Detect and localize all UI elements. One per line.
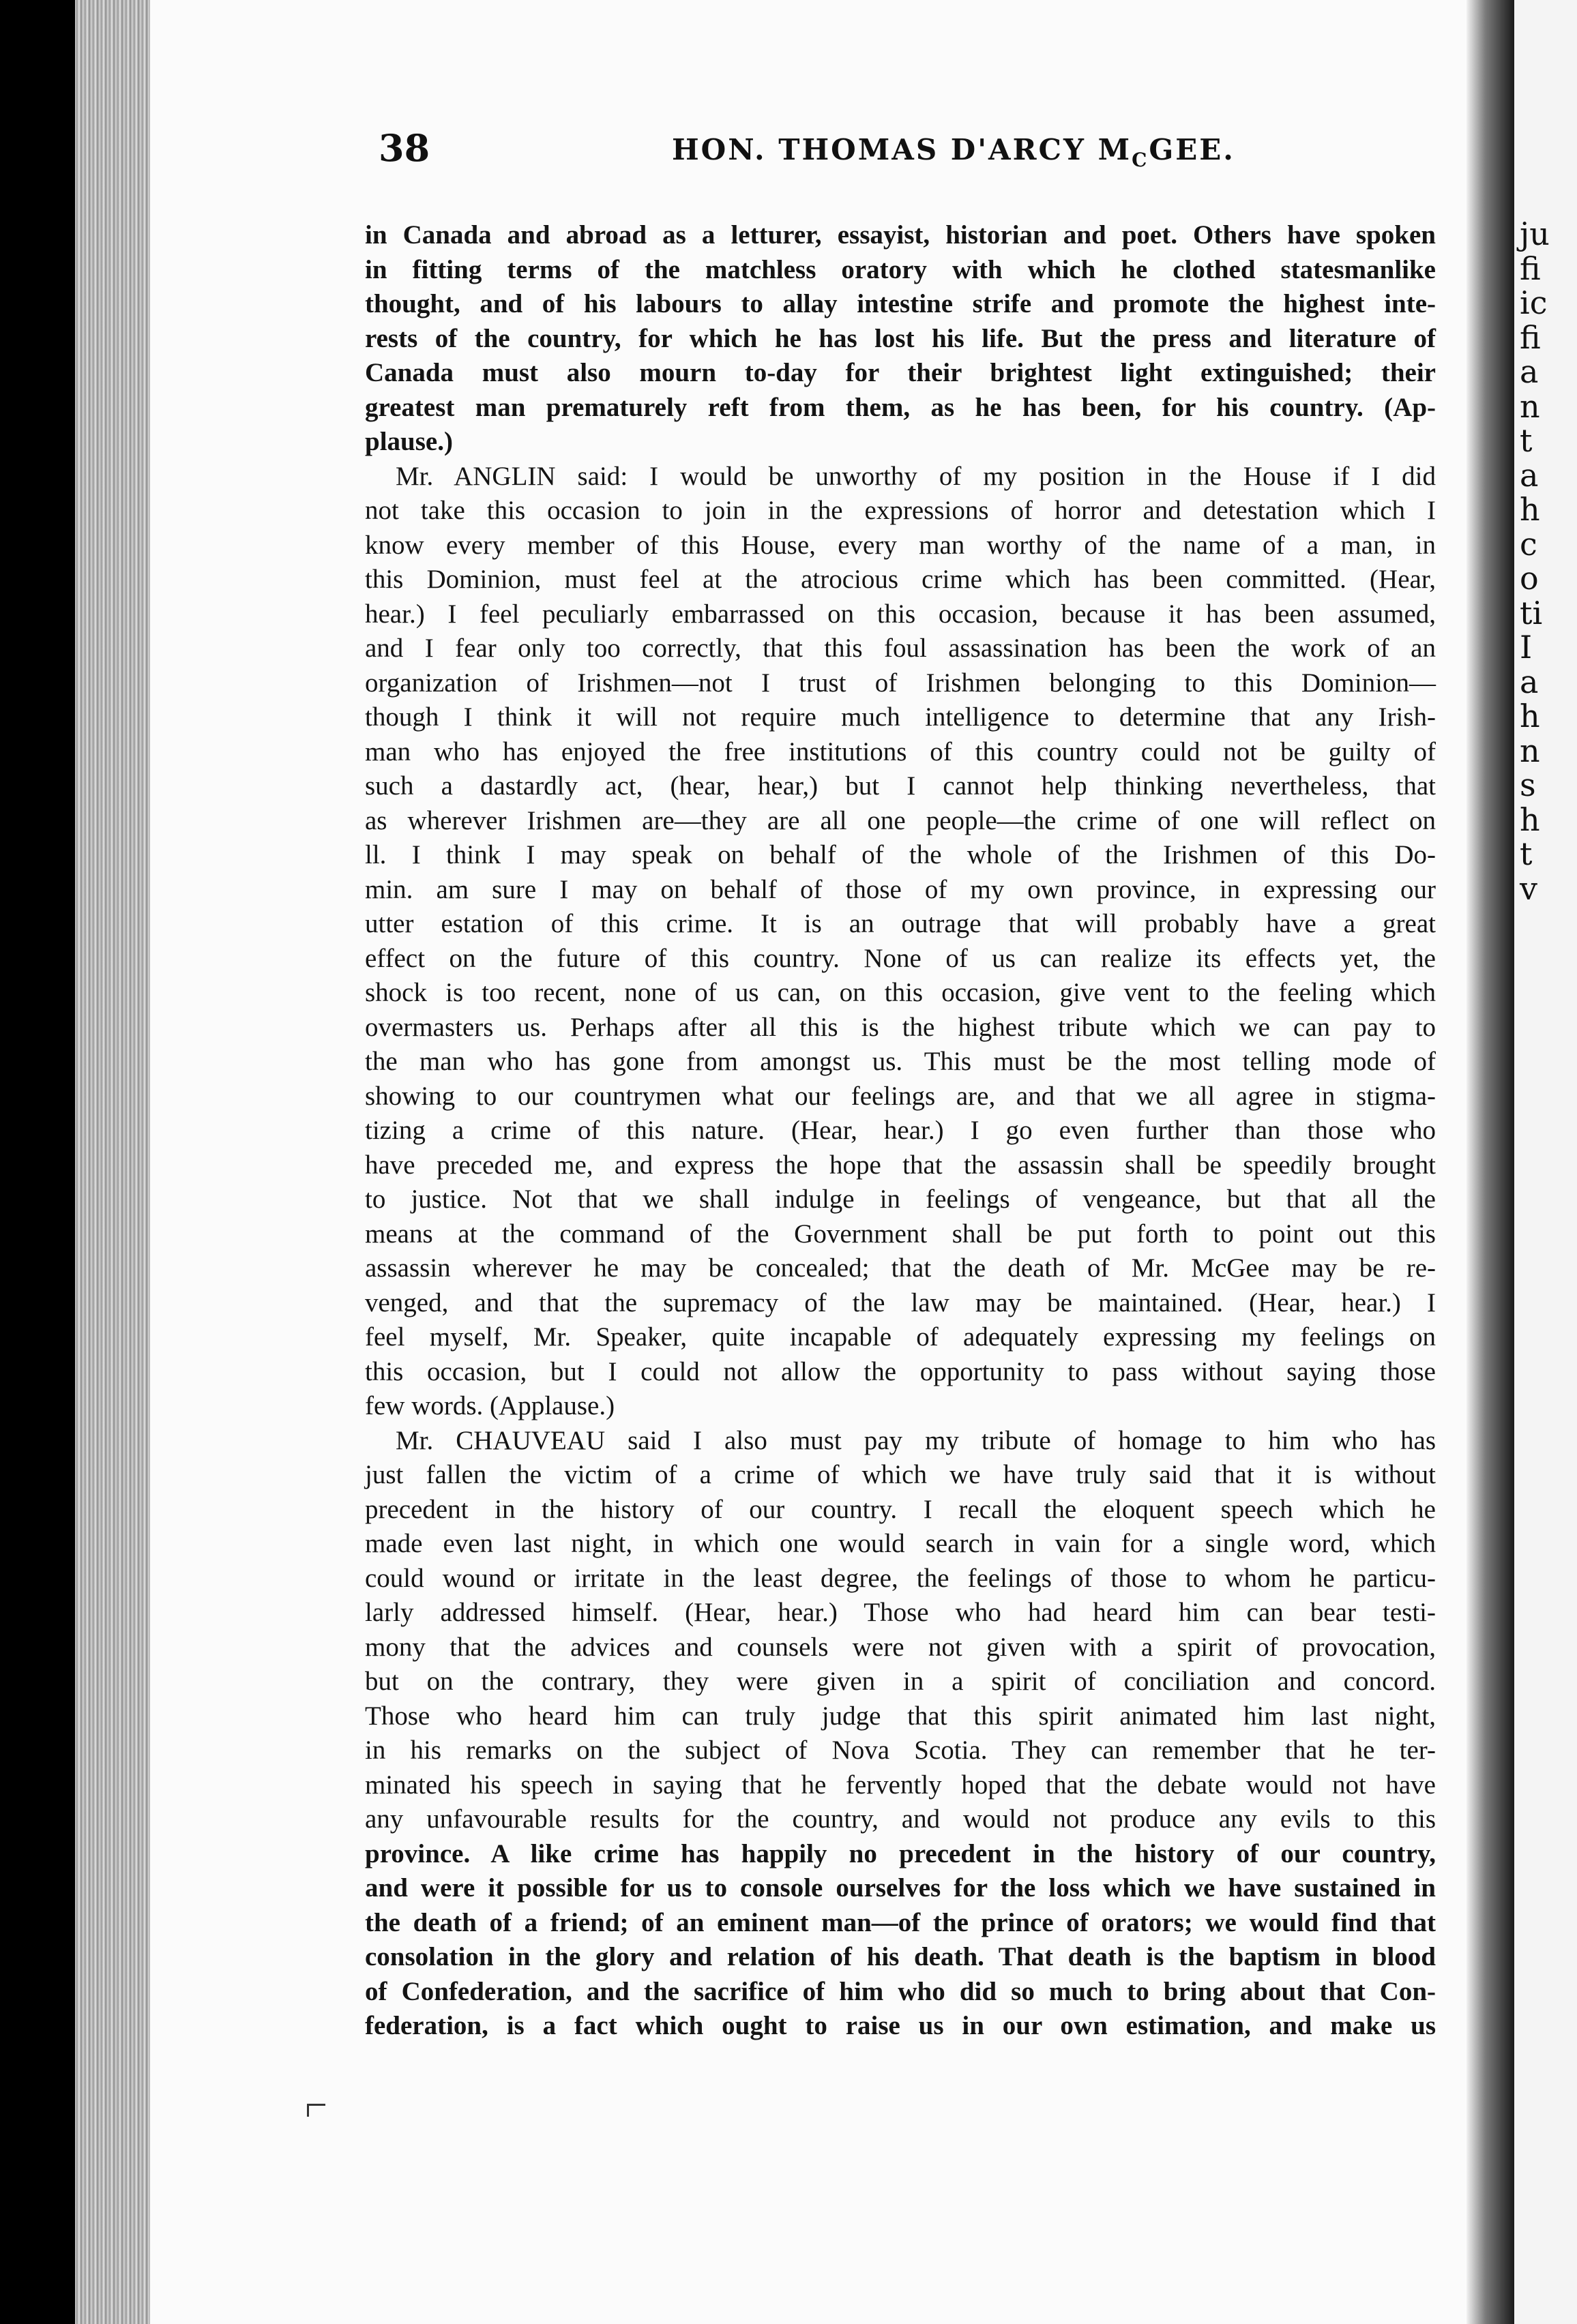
text-line: man who has enjoyed the free institutions of this country could not be guilty of (365, 736, 1436, 766)
text-line: the death of a friend; of an eminent man—of the prince of orators; we would find that (365, 1907, 1436, 1937)
text-line: know every member of this House, every man worthy of the name of a man, in (365, 530, 1436, 560)
text-line: in his remarks on the subject of Nova Scotia. They can remember that he ter- (365, 1735, 1436, 1765)
text-line: precedent in the history of our country. I recall the eloquent speech which he (365, 1494, 1436, 1524)
text-line: ll. I think I may speak on behalf of the whole of the Irishmen of this Do- (365, 840, 1436, 869)
text-line: thought, and of his labours to allay intestine strife and promote the highest inte- (365, 289, 1436, 318)
text-line: greatest man prematurely reft from them, as he has been, for his country. (Ap- (365, 392, 1436, 422)
text-line: feel myself, Mr. Speaker, quite incapable of adequately expressing my feelings on (365, 1322, 1436, 1352)
text-line: Mr. ANGLIN said: I would be unworthy of my position in the House if I did (396, 461, 1436, 491)
text-line: but on the contrary, they were given in a spirit of conciliation and concord. (365, 1667, 1436, 1696)
text-line: consolation in the glory and relation of his death. That death is the baptism in blood (365, 1942, 1436, 1971)
next-page-letter: c (1520, 525, 1537, 563)
text-line: to justice. Not that we shall indulge in feelings of vengeance, but that all the (365, 1185, 1436, 1214)
text-line: made even last night, in which one would search in vain for a single word, which (365, 1529, 1436, 1558)
text-line: Canada must also mourn to-day for their brightest light extinguished; their (365, 358, 1436, 387)
next-page-letter: n (1520, 732, 1540, 769)
text-line: overmasters us. Perhaps after all this is the highest tribute which we can pay to (365, 1012, 1436, 1042)
running-title-main: HON. THOMAS D'ARCY M (672, 133, 1132, 166)
text-line: venged, and that the supremacy of the law may be maintained. (Hear, hear.) I (365, 1287, 1436, 1317)
text-line: this Dominion, must feel at the atrocious crime which has been committed. (Hear, (365, 565, 1436, 594)
next-page-letter: h (1520, 698, 1540, 734)
next-page-letter: a (1520, 456, 1539, 494)
text-line: minated his speech in saying that he fervently hoped that the debate would not have (365, 1770, 1436, 1800)
next-page-letter: t (1520, 422, 1533, 459)
page-edges (75, 0, 157, 2324)
next-page-letter: a (1520, 353, 1539, 390)
next-page-letter: h (1520, 801, 1540, 838)
text-line: larly addressed himself. (Hear, hear.) Those who had heard him can bear testi- (365, 1598, 1436, 1627)
next-page-edge (1514, 0, 1577, 2324)
text-line: hear.) I feel peculiarly embarrassed on this occasion, because it has been assumed, (365, 599, 1436, 629)
text-line: plause.) (365, 427, 453, 456)
next-page-letter: I (1520, 629, 1533, 666)
text-line: have preceded me, and express the hope that the assassin shall be speedily brought (365, 1150, 1436, 1180)
next-page-letter: ic (1520, 284, 1548, 321)
text-line: Mr. CHAUVEAU said I also must pay my tribute of homage to him who has (396, 1425, 1436, 1455)
text-line: not take this occasion to join in the expressions of horror and detestation which I (365, 496, 1436, 525)
text-line: this occasion, but I could not allow the opportunity to pass without saying those (365, 1356, 1436, 1386)
corner-mark (307, 2104, 325, 2117)
page-header (379, 126, 1436, 174)
text-line: of Confederation, and the sacrifice of him who did so much to bring about that Con- (365, 1976, 1436, 2006)
text-line: assassin wherever he may be concealed; that the death of Mr. McGee may be re- (365, 1253, 1436, 1283)
text-line: and were it possible for us to console ourselves for the loss which we have sustained in (365, 1873, 1436, 1903)
next-page-letter: fi (1520, 318, 1541, 356)
running-title-sub: C (1132, 149, 1149, 171)
body-text (365, 218, 1436, 2044)
text-line: just fallen the victim of a crime of which we have truly said that it is without (365, 1460, 1436, 1489)
book-gutter (1467, 0, 1514, 2324)
next-page-letter: n (1520, 387, 1540, 425)
text-line: in fitting terms of the matchless oratory with which he clothed statesmanlike (365, 254, 1436, 284)
next-page-letter: t (1520, 835, 1533, 872)
next-page-letter: fi (1520, 250, 1541, 287)
text-line: tizing a crime of this nature. (Hear, hear.) I go even further than those who (365, 1116, 1436, 1145)
text-line: and I fear only too correctly, that this foul assassination has been the work of an (365, 634, 1436, 663)
text-line: effect on the future of this country. None of us can realize its effects yet, the (365, 943, 1436, 973)
next-page-letter: v (1520, 869, 1537, 907)
text-line: such a dastardly act, (hear, hear,) but I cannot help thinking nevertheless, that (365, 771, 1436, 801)
text-line: mony that the advices and counsels were not given with a spirit of provocation, (365, 1632, 1436, 1662)
text-line: shock is too recent, none of us can, on this occasion, give vent to the feeling which (365, 978, 1436, 1007)
next-page-letter: h (1520, 491, 1540, 528)
next-page-letter: ti (1520, 594, 1543, 631)
text-line: in Canada and abroad as a letturer, essayist, historian and poet. Others have spoken (365, 220, 1436, 250)
text-line: though I think it will not require much intelligence to determine that any Irish- (365, 702, 1436, 732)
next-page-letter: s (1520, 766, 1536, 803)
text-line: few words. (Applause.) (365, 1391, 615, 1420)
text-line: as wherever Irishmen are—they are all one people—the crime of one will reflect on (365, 805, 1436, 835)
next-page-letter: ju (1520, 215, 1550, 252)
text-line: showing to our countrymen what our feelings are, and that we all agree in stigma- (365, 1081, 1436, 1111)
text-line: the man who has gone from amongst us. This must be the most telling mode of (365, 1047, 1436, 1076)
page-number: 38 (379, 126, 430, 170)
text-line: means at the command of the Government shall be put forth to point out this (365, 1219, 1436, 1249)
text-line: province. A like crime has happily no precedent in the history of our country, (365, 1838, 1436, 1868)
text-line: could wound or irritate in the least degree, the feelings of those to whom he particu- (365, 1563, 1436, 1593)
text-line: rests of the country, for which he has lost his life. But the press and literature of (365, 323, 1436, 353)
running-title (672, 133, 1235, 171)
running-title-end: GEE. (1149, 133, 1235, 166)
text-line: federation, is a fact which ought to raise us in our own estimation, and make us (365, 2011, 1436, 2040)
text-line: any unfavourable results for the country, and would not produce any evils to this (365, 1804, 1436, 1834)
text-line: organization of Irishmen—not I trust of Irishmen belonging to this Dominion— (365, 668, 1436, 698)
text-line: utter estation of this crime. It is an outrage that will probably have a great (365, 909, 1436, 938)
next-page-letter: o (1520, 560, 1539, 597)
next-page-letter: a (1520, 663, 1539, 700)
text-line: min. am sure I may on behalf of those of my own province, in expressing our (365, 874, 1436, 904)
next-page-letters (1520, 217, 1574, 906)
text-line: Those who heard him can truly judge that this spirit animated him last night, (365, 1701, 1436, 1731)
